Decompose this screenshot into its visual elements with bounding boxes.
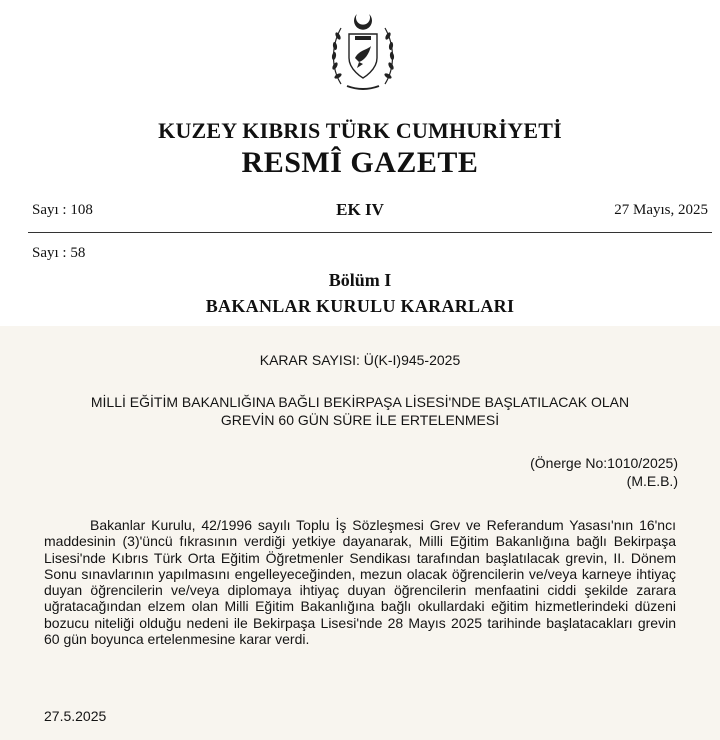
section-heading: BAKANLAR KURULU KARARLARI xyxy=(205,296,515,316)
subject-line-1: MİLLİ EĞİTİM BAKANLIĞINA BAĞLI BEKİRPAŞA LİSESİ'NDE BAŞLATILACAK OLAN xyxy=(90,394,630,410)
decision-body: Bakanlar Kurulu, 42/1996 sayılı Toplu İş Sözleşmesi Grev ve Referandum Yasası'nın 16'ncı maddesinin (3)'üncü fıkrasının verdiği yetkiye dayanarak, Milli Eğitim Bakanlığına bağlı Bekirpaşa Lisesi'nde Kıbrıs Türk Orta Eğitim Öğretmenler Sendikası tarafından başlatılacak grevin, II. Dönem Sonu sınavlarının yapılmasını engelleyeceğinden, mezun olacak öğrencilerin ve/veya karneye ihtiyaç duyan öğrencilerin ve/veya diplomaya ihtiyaç duyan öğrencilerin menfaatini ciddi şekilde zarara uğratacağından elzem olan Milli Eğitim Bakanlığına bağlı okullardaki eğitim hizmetlerindeki düzeni bozucu niteliği olduğu nedeni ile Bekirpaşa Lisesi'nde 28 Mayıs 2025 tarihinde başlatacakları grevin 60 gün boyunca ertelenmesine karar verdi. xyxy=(44,517,676,648)
annex-label: EK IV xyxy=(336,200,384,219)
part-title: Bölüm I xyxy=(328,270,392,290)
decision-number: KARAR SAYISI: Ü(K-I)945-2025 xyxy=(259,352,461,368)
ministry-abbrev: (M.E.B.) xyxy=(626,473,678,489)
proposal-reference xyxy=(530,454,678,490)
header-divider xyxy=(28,232,712,233)
subject-line-2: GREVİN 60 GÜN SÜRE İLE ERTELENMESİ xyxy=(220,412,500,428)
decision-subject xyxy=(40,393,680,429)
gazette-title: RESMÎ GAZETE xyxy=(241,146,479,179)
state-emblem-icon xyxy=(321,6,405,96)
decision-date: 27.5.2025 xyxy=(44,708,107,724)
country-title: KUZEY KIBRIS TÜRK CUMHURİYETİ xyxy=(158,118,562,143)
issue-number: Sayı : 108 xyxy=(32,202,93,218)
issue-date: 27 Mayıs, 2025 xyxy=(614,202,708,218)
proposal-number: (Önerge No:1010/2025) xyxy=(530,455,678,471)
section-number: Sayı : 58 xyxy=(32,245,86,261)
